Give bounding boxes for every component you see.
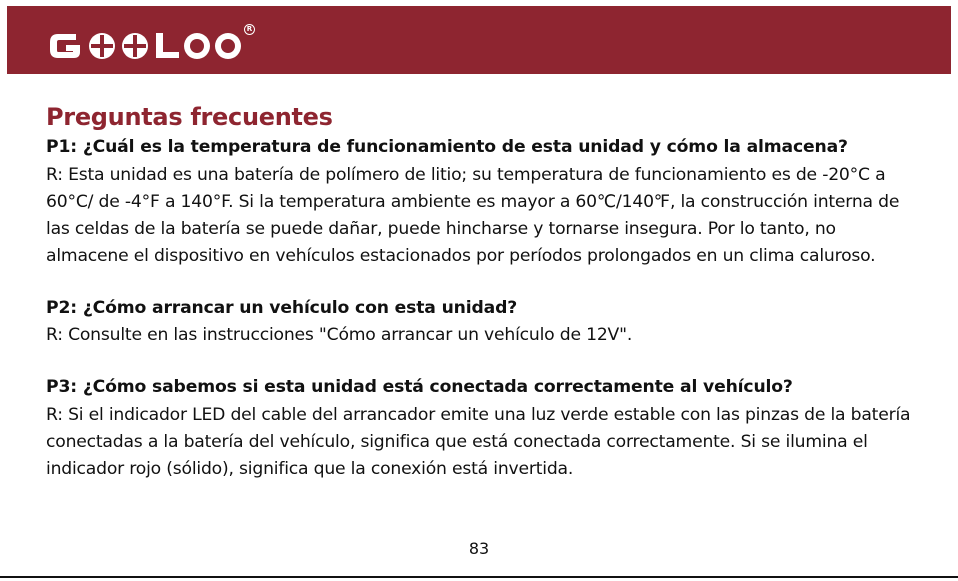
faq-question: P3: ¿Cómo sabemos si esta unidad está conectada correctamente al vehículo? xyxy=(46,377,793,397)
faq-question: P1: ¿Cuál es la temperatura de funcionamiento de esta unidad y cómo la almacena? xyxy=(46,137,848,157)
faq-item-3 xyxy=(46,373,916,483)
page-number: 83 xyxy=(468,539,490,558)
spacer xyxy=(46,349,916,373)
gooloo-logo-icon xyxy=(46,22,246,66)
brand-logo xyxy=(46,22,253,66)
faq-question: P2: ¿Cómo arrancar un vehículo con esta unidad? xyxy=(46,297,518,318)
spacer xyxy=(46,270,916,294)
faq-item-1 xyxy=(46,133,916,270)
faq-content xyxy=(46,101,916,483)
registered-mark: R xyxy=(244,24,255,35)
faq-answer: R: Consulte en las instrucciones "Cómo arrancar un vehículo de 12V". xyxy=(46,325,633,345)
faq-answer: R: Si el indicador LED del cable del arrancador emite una luz verde estable con las pinzas de la batería conectadas a la batería del vehículo, significa que está conectada correctamente. Si se ilumina el indicador rojo (sólido), significa que la conexión está invertida. xyxy=(46,404,911,479)
page-title: Preguntas frecuentes xyxy=(46,103,333,131)
faq-item-2 xyxy=(46,294,916,350)
footer-divider xyxy=(0,576,958,578)
faq-answer: R: Esta unidad es una batería de polímero de litio; su temperatura de funcionamiento es de -20°C a 60°C/ de -4°F a 140°F. Si la temperatura ambiente es mayor a 60℃/140℉, la construcción interna de las celdas de la batería se puede dañar, puede hincharse y tornarse insegura. Por lo tanto, no almacene el dispositivo en vehículos estacionados por períodos prolongados en un clima caluroso. xyxy=(46,164,900,266)
